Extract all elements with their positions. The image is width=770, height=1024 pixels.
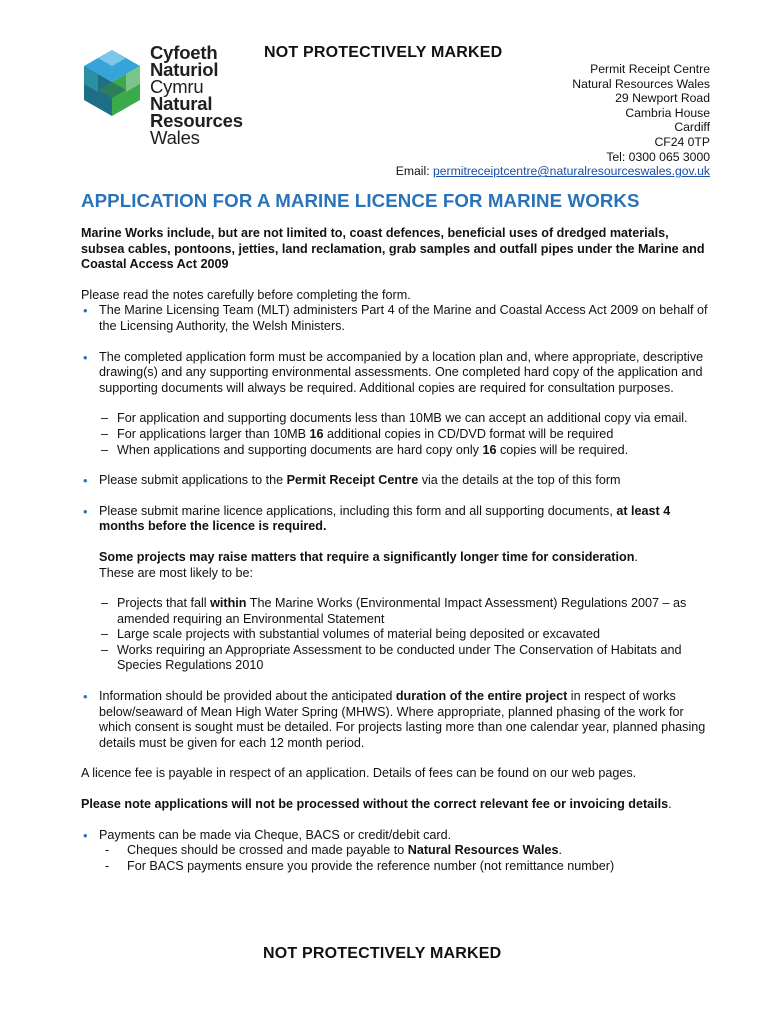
notes-list [81,689,709,751]
bullet-item: • The Marine Licensing Team (MLT) administers Part 4 of the Marine and Coastal Access Act 2009 on behalf of the Licensing Authority, the Welsh Ministers. [81,303,709,334]
bullet-item: • Payments can be made via Cheque, BACS or credit/debit card. [81,828,709,844]
bullet-item [81,473,709,489]
address-line: 29 Newport Road [615,91,710,106]
bullet-item [81,689,709,751]
read-notes: Please read the notes carefully before completing the form. [81,287,411,302]
text: via the details at the top of this form [418,473,621,488]
logo-line: Wales [150,127,200,148]
text: . [558,843,562,858]
longer-time-paragraph [81,550,709,581]
telephone: Tel: 0300 065 3000 [606,149,710,164]
notes-list [81,473,709,489]
email-line [396,164,710,179]
logo-line: Naturiol [150,59,219,80]
text: Natural Resources Wales [407,843,559,858]
address-line: CF24 0TP [654,134,710,149]
dash-item [99,443,709,459]
classification-bottom: NOT PROTECTIVELY MARKED [263,945,502,962]
address-line: Natural Resources Wales [572,76,710,91]
intro-paragraph: Marine Works include, but are not limited to, coast defences, beneficial uses of dredged materials, subsea cables, pontoons, jetties, land reclamation, grab samples and outfall pipes under the Marine and Coastal Access Act 2009 [81,226,705,272]
dash-item [99,596,709,627]
payment-list [81,843,709,874]
text: Cheques should be crossed and made payable to [127,843,408,858]
text: Projects that fall [117,596,211,611]
dash-item: – For application and supporting documents less than 10MB we can accept an additional copy via email. [99,411,709,427]
copies-list [81,411,709,458]
logo-wordmark [150,44,243,146]
logo-line: Cymru [150,76,204,97]
text: Information should be provided about the anticipated [99,689,396,704]
nrw-logo-mark-icon [80,46,144,122]
fee-paragraph: A licence fee is payable in respect of an application. Details of fees can be found on our web pages. [81,766,637,781]
address-line: Cambria House [625,105,710,120]
email-link[interactable]: permitreceiptcentre@naturalresourceswales.gov.uk [432,164,710,179]
deadline-text: at least 4 months before the licence is required. [99,503,671,534]
text: . [668,797,672,812]
notes-list [81,303,709,334]
logo-line: Resources [150,110,243,131]
classification-top: NOT PROTECTIVELY MARKED [264,44,503,61]
notes-list [81,504,709,535]
text: additional copies in CD/DVD format will be required [323,426,614,441]
text: Please submit marine licence applications, including this form and all supporting documents, [99,503,617,518]
text: For applications larger than 10MB [117,426,310,441]
address-line: Permit Receipt Centre [590,62,710,76]
dash-item: - For BACS payments ensure you provide the reference number (not remittance number) [99,859,709,875]
permit-receipt-centre: Permit Receipt Centre [286,473,419,488]
logo-line: Cyfoeth [150,42,218,63]
bullet-item: • The completed application form must be accompanied by a location plan and, where appropriate, descriptive drawing(s) and any supporting environmental assessments. One completed hard copy of the application and supporting documents will always be required. Additional copies are required for consultation purposes. [81,350,709,397]
text: copies will be required. [496,442,629,457]
dash-item: – Works requiring an Appropriate Assessment to be conducted under The Conservation of Habitats and Species Regulations 2010 [99,643,709,674]
dash-item [99,427,709,443]
text: . [634,549,638,564]
bullet-item [81,504,709,535]
text: Please submit applications to the [99,473,287,488]
address-line: Cardiff [674,120,710,135]
projects-list [81,596,709,674]
fee-note [81,797,709,813]
text: duration of the entire project [395,689,568,704]
form-notes [81,226,709,874]
dash-item [99,843,709,859]
text: within [210,596,247,611]
copies-count: 16 [309,426,324,441]
notes-list [81,350,709,397]
text: The Marine Works (Environmental Impact Assessment) Regulations 2007 – as amended requiring an Environmental Statement [117,596,687,626]
nrw-logo [80,44,270,156]
copies-count: 16 [482,442,497,457]
address-block [396,62,710,179]
text: When applications and supporting documents are hard copy only [117,442,483,457]
text: Some projects may raise matters that require a significantly longer time for consideration [99,549,635,564]
notes-list [81,828,709,844]
text: Please note applications will not be processed without the correct relevant fee or invoicing details [81,797,669,812]
page-title: APPLICATION FOR A MARINE LICENCE FOR MARINE WORKS [81,190,640,211]
text: These are most likely to be: [99,565,253,580]
email-label: Email: [395,164,433,179]
dash-item: – Large scale projects with substantial volumes of material being deposited or excavated [99,627,709,643]
text: in respect of works below/seaward of Mean High Water Spring (MHWS). Where appropriate, planned phasing of the work for which consent is sought must be detailed. For projects lasting more than one calendar year, planned phasing details must be given for each 12 month period. [99,689,706,750]
logo-line: Natural [150,93,213,114]
